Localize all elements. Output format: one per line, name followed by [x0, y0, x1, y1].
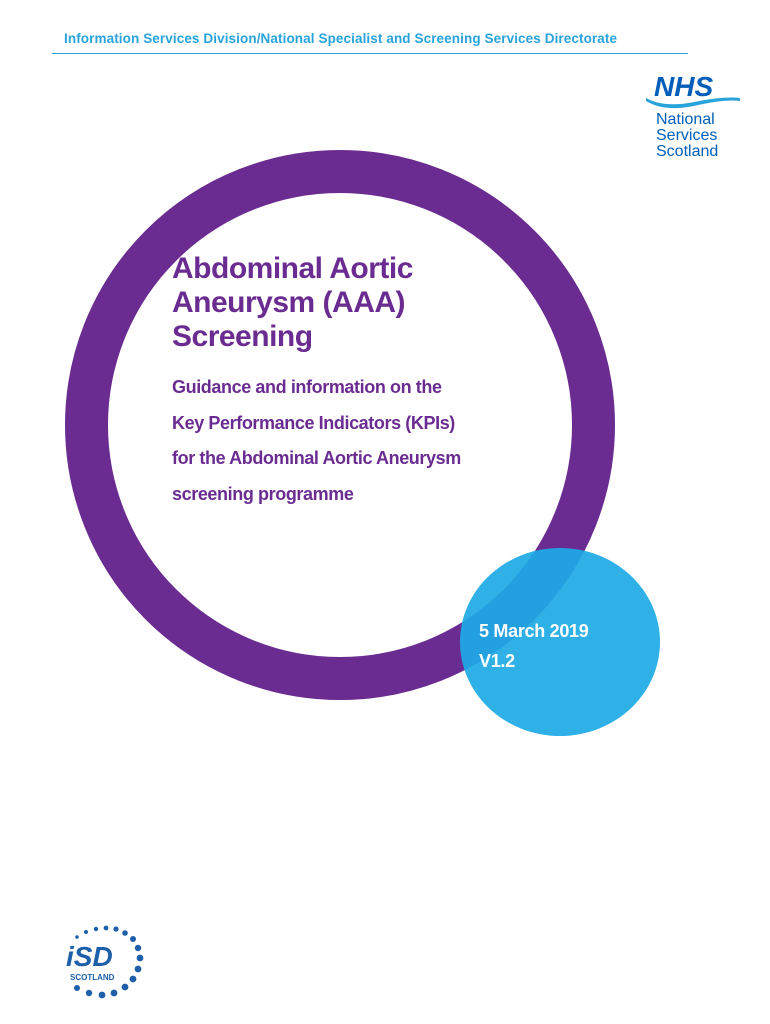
subtitle-line: for the Abdominal Aortic Aneurysm — [172, 448, 461, 468]
nhs-logo-mark — [644, 68, 744, 110]
title-line: Abdominal Aortic — [172, 252, 413, 285]
isd-scotland-word: SCOTLAND — [70, 973, 115, 982]
subtitle-line: screening programme — [172, 483, 354, 504]
publication-date: 5 March 2019 — [479, 621, 589, 641]
subtitle-line: Guidance and information on the — [172, 377, 442, 397]
title-line: Screening — [172, 320, 313, 353]
header-divider — [52, 53, 688, 54]
nhs-organisation-name — [656, 112, 718, 160]
subtitle-line: Key Performance Indicators (KPIs) — [172, 412, 455, 433]
isd-letters: iSD — [66, 941, 113, 972]
document-subtitle — [172, 370, 552, 512]
nhs-name-line: Services — [656, 127, 718, 144]
document-title — [172, 252, 532, 354]
nhs-name-line: National — [656, 111, 715, 128]
nhs-name-line: Scotland — [656, 143, 719, 160]
isd-scotland-logo — [56, 924, 148, 1000]
header-division-text: Information Services Division/National Specialist and Screening Services Directorate — [64, 31, 618, 46]
nhs-mark-text: NHS — [654, 71, 714, 102]
title-line: Aneurysm (AAA) — [172, 286, 406, 319]
version-number: V1.2 — [479, 651, 515, 671]
date-version-block — [479, 616, 588, 676]
